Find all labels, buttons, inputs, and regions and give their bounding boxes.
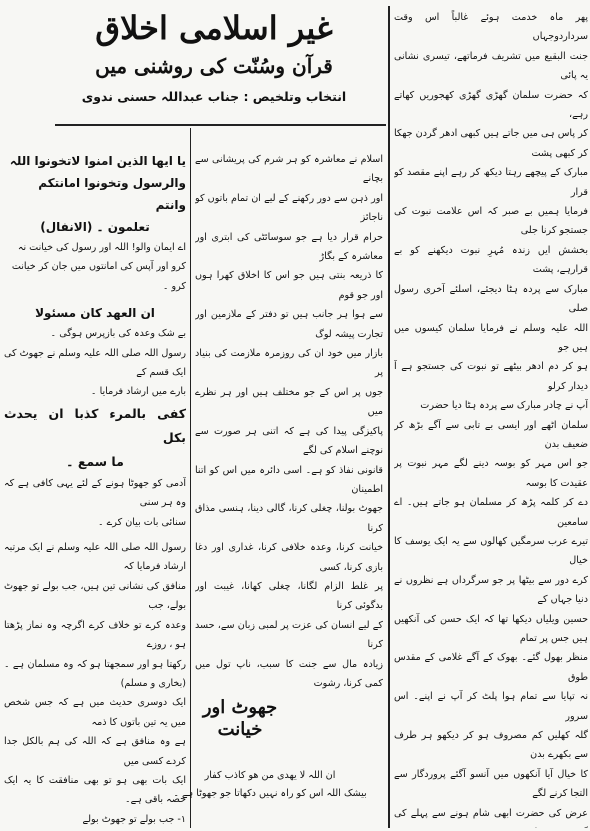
article-title: غیر اسلامی اخلاق bbox=[95, 9, 333, 47]
section-sub-line: ان اللہ لا یهدی من هو کاذب کفار bbox=[204, 770, 336, 781]
text-line: اللہ علیہ وسلم نے فرمایا سلمان کیسوں میں ہیں جو bbox=[394, 322, 588, 353]
section-sub-line: بیشک اللہ اس کو راہ نہیں دکھاتا جو جھوٹا ہے ۔ bbox=[173, 788, 367, 799]
text-line: خیانت کرنا، وعدہ خلافی کرنا، غداری اور دغا بازی کرنا، کسی bbox=[195, 542, 383, 573]
list-item: ١- جب بولے تو جھوٹ بولے bbox=[82, 813, 186, 825]
text-line: آپ نے چادر مبارک سے پردہ ہٹا دیا حضرت bbox=[420, 400, 588, 412]
hadith-line: بارے میں ارشاد فرمایا ۔ bbox=[90, 386, 186, 398]
body-line: ایک دوسری حدیث میں ہے کہ جس شخص میں یہ تین باتوں کا ذمہ bbox=[4, 697, 186, 728]
middle-column bbox=[195, 150, 383, 690]
text-line: اور ذہن سے دور رکھنے کے لیے ان تمام باتوں کو ناجائز bbox=[195, 192, 383, 224]
text-line: کے لیے انسان کی عزت پر لمبی زبان سے، حسد کرنا bbox=[195, 619, 383, 651]
ayah-line: تعلمون ۔ (الانفال) bbox=[40, 220, 150, 234]
text-line: پھر ماہ خدمت ہوئے غالباً اس وقت سرداردوجہاں bbox=[394, 12, 588, 43]
middle-column-text bbox=[195, 150, 383, 690]
hadith-line: رسول اللہ صلی اللہ علیہ وسلم نے جھوٹ کی ایک قسم کے bbox=[4, 347, 186, 379]
text-line: جو اس مہر کو بوسہ دینے لگے مہر نبوت پر عقیدت کا بوسہ bbox=[394, 458, 588, 489]
text-line: منظر بھول گئے۔ بھوک کے آگے غلامی کے مقدس طوق bbox=[394, 652, 588, 683]
text-line: جنت البقیع میں تشریف فرماتھے، تیسری نشانی یہ پائی bbox=[394, 50, 588, 82]
body-line: رسول اللہ صلی اللہ علیہ وسلم نے ایک مرتبہ ارشاد فرمایا کہ bbox=[4, 542, 186, 573]
section-heading: جھوٹ اور خیانت bbox=[202, 697, 278, 740]
article-author: انتخاب وتلخیص : جناب عبداللہ حسنی ندوی bbox=[81, 89, 347, 104]
translation-line: کرو اور آپس کی امانتوں میں جان کر خیانت bbox=[11, 261, 186, 273]
right-column-text bbox=[394, 8, 588, 828]
text-line: تیرے عرب سرمگیں کھالوں سے یہ ایک یوسف کا خیال bbox=[394, 535, 588, 567]
text-line: عرض کی حضرت ابھی شام ہونے سے پہلے کی bbox=[394, 807, 588, 819]
text-line: قانونی نفاذ کو ہے۔ اسی دائرہ میں اس کو اتنا اطمینان bbox=[195, 464, 383, 495]
text-line: کا ذریعہ بنتی ہیں جو اس کا اخلاق کھرا ہوں اور جو قوم bbox=[195, 270, 383, 301]
text-line: دے کر کلمہ پڑھ کر مسلمان ہو جاتے ہیں۔ اے سامعین bbox=[394, 497, 588, 528]
text-line: حسین ویلیاں دیکھا تھا کہ ایک حسن کی آنکھیں ہیں جس پر تمام bbox=[394, 613, 588, 644]
text-line: بازار میں خود ان کی روزمرہ ملازمت کی بنیاد پر bbox=[195, 348, 383, 379]
text-line: اسلام نے معاشرہ کو ہر شرم کی پریشانی سے بچانے bbox=[195, 154, 383, 185]
text-line: بخشش ایں زندہ مُہرِ نبوت دیکھنے کو بے قرارہے، پشت bbox=[394, 244, 588, 276]
body-line: رکھتا ہو اور سمجھتا ہو کہ وہ مسلمان ہے ۔ (بخاری و مسلم) bbox=[4, 658, 186, 689]
ayah-line: والرسول وتخونوا امانتکم وانتم bbox=[38, 176, 186, 212]
kafa-line: ما سمع ۔ bbox=[66, 453, 124, 469]
text-line: مبارک سے پردہ ہٹا دیجئے، اسلئے آخری رسول صلی bbox=[394, 283, 588, 315]
text-line: ہو کر دم ادھر بیٹھے تو نبوت کی جستجو ہے آ دیدار کرلو bbox=[394, 361, 588, 392]
body-line: ہے وہ منافق ہے کہ اللہ کی ہم بالکل جدا کردے کسی میں bbox=[4, 736, 186, 767]
section-subtext bbox=[160, 767, 380, 803]
text-line: فرمایا ہمیں بے صبر کہ اس علامت نبوت کی جستجو کرنا جلی bbox=[394, 206, 588, 237]
text-line: مبارک کے پیچھے رہتا دیکھ کر رہے اپنے مقصد کو قرار bbox=[394, 167, 588, 198]
text-line: گلہ کھلیں کم مصروف ہو کر دیکھو ہر طرف سے بکھرے بدن bbox=[394, 730, 588, 761]
hadith-ayah: ان العهد کان مسئولا bbox=[35, 306, 155, 321]
text-line: جھوٹ بولنا، چغلی کرنا، گالی دینا، ہنسی مذاق کرنا bbox=[195, 503, 383, 534]
text-line: کا خیال آیا آنکھوں میں آنسو آگئے پروردگار سے التجا کرنے لگے bbox=[394, 768, 588, 800]
left-column bbox=[4, 150, 186, 828]
kafa-translation: آدمی کو جھوٹا ہونے کے لئے یہی کافی ہے کہ وہ ہر سنی bbox=[4, 477, 186, 509]
text-line: زیادہ مال سے جنت کا سبب، ناپ تول میں کمی کرنا، رشوت bbox=[195, 658, 383, 689]
kafa-translation: سنائی بات بیان کرے ۔ bbox=[98, 516, 186, 528]
text-line: جوں پر اس کے جو مختلف ہیں اور ہر نظرے میں bbox=[195, 386, 383, 418]
header-divider bbox=[55, 124, 386, 126]
body-line: ایک بات بھی ہو تو بھی منافقت کا یہ ایک حصہ باقی ہے۔ bbox=[4, 774, 186, 806]
text-line: پر غلط الزام لگانا، چغلی کھانا، غیبت اور بدگوئی کرنا bbox=[195, 580, 383, 612]
translation-line: اے ایمان والو! اللہ اور رسول کی خیانت نہ bbox=[17, 242, 186, 253]
body-line: وعدہ کرے تو خلاف کرے اگرچہ وہ نماز پڑھتا ہو ، روزے bbox=[4, 619, 186, 651]
text-line: پاکیزگی پیدا کی ہے کہ اتنی ہر صورت سے نوچنے اسلام کی لگے bbox=[195, 425, 383, 457]
text-line: کہ حضرت سلمان گھڑی گھڑی کھجوریں کھاتے رہے، bbox=[394, 89, 588, 121]
right-column bbox=[394, 8, 588, 828]
article-header bbox=[55, 6, 373, 122]
text-line: کر پاس ہی میں جاتے ہیں کبھی ادھر گردن جھکا کر کبھی پشت bbox=[394, 128, 588, 159]
text-line: سلمان اٹھے اور ایسی بے تابی سے آگے بڑھ کر ضعیف بدن bbox=[394, 419, 588, 450]
hadith-list bbox=[4, 810, 186, 828]
article-subtitle: قرآن وسُنّت کی روشنی میں bbox=[95, 54, 333, 78]
text-line: حرام قرار دیا ہے جو سوسائٹی کی ابتری اور معاشرہ کے بگاڑ bbox=[195, 231, 383, 263]
body-line: منافق کی نشانی تین ہیں، جب بولے تو جھوٹ بولے، جب bbox=[4, 580, 186, 612]
text-line: سے ہوا ہر جانب ہیں تو دفتر کے ملازمین اور تجارت پیشہ لوگ bbox=[195, 309, 383, 340]
translation-line: کرو ۔ bbox=[162, 280, 186, 292]
ayah-line: یا ایها الذین امنوا لاتخونوا اللہ bbox=[9, 154, 186, 168]
text-line: کرے دور سے بیٹھا پر جو سرگرداں ہے نظروں نے دنیا جہاں کے bbox=[394, 574, 588, 606]
hadith-line: بے شک وعدہ کی بازپرس ہوگی ۔ bbox=[50, 328, 186, 340]
kafa-line: کفی بالمرء کذبا ان یحدث بکل bbox=[4, 405, 186, 445]
column-divider-right bbox=[388, 6, 390, 828]
text-line: نہ تپایا سے تمام ہوا پلٹ کر آپ نے اپنے۔ اس سرور bbox=[394, 691, 588, 722]
